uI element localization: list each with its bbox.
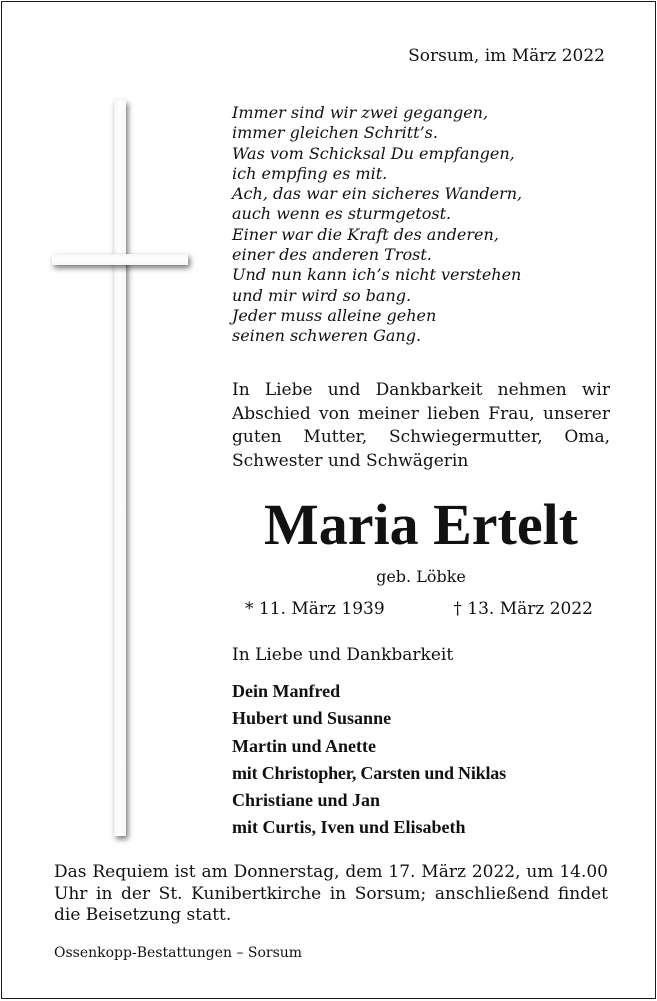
- mourner-line: mit Curtis, Iven und Elisabeth: [232, 817, 466, 838]
- cross-icon: [52, 100, 188, 836]
- mourner-line: Martin und Anette: [232, 735, 376, 756]
- poem-line: Ach, das war ein sicheres Wandern,: [232, 184, 523, 204]
- maiden-name: geb. Löbke: [376, 567, 466, 586]
- poem-line: Und nun kann ich’s nicht verstehen: [232, 265, 522, 285]
- poem-line: Jeder muss alleine gehen: [232, 305, 437, 325]
- cross-horizontal-bar: [52, 254, 188, 265]
- poem: [232, 103, 612, 347]
- deceased-name: Maria Ertelt: [263, 492, 578, 557]
- poem-line: Immer sind wir zwei gegangen,: [232, 103, 489, 122]
- poem-line: auch wenn es sturmgetost.: [232, 204, 452, 224]
- poem-line: einer des anderen Trost.: [232, 245, 432, 265]
- mourners-list: [232, 678, 632, 842]
- poem-line: Einer war die Kraft des anderen,: [232, 224, 499, 244]
- poem-line: Was vom Schicksal Du empfangen,: [232, 143, 515, 163]
- mourner-line: Dein Manfred: [232, 681, 341, 701]
- service-info: Das Requiem ist am Donnerstag, dem 17. März 2022, um 14.00 Uhr in der St. Kunibertkirche in Sorsum; anschließend findet die Beisetzung statt.: [54, 862, 608, 925]
- poem-line: ich empfing es mit.: [232, 163, 388, 183]
- undertaker: Ossenkopp-Bestattungen – Sorsum: [54, 945, 303, 961]
- poem-line: und mir wird so bang.: [232, 285, 412, 305]
- death-date: † 13. März 2022: [453, 599, 593, 619]
- mourner-line: Christiane und Jan: [232, 790, 381, 811]
- gratitude-line: In Liebe und Dankbarkeit: [232, 645, 454, 665]
- place-date: Sorsum, im März 2022: [408, 46, 605, 66]
- poem-line: seinen schweren Gang.: [232, 326, 422, 346]
- obituary-notice: [1, 1, 656, 999]
- poem-line: immer gleichen Schritt’s.: [232, 123, 438, 143]
- mourner-line: Hubert und Susanne: [232, 708, 392, 729]
- intro-text: In Liebe und Dankbarkeit nehmen wir Abschied von meiner lieben Frau, unserer guten Mutter, Schwiegermutter, Oma, Schwester und Schwägerin: [232, 380, 610, 471]
- mourner-line: mit Christopher, Carsten und Niklas: [232, 762, 506, 783]
- cross-vertical-bar: [114, 100, 126, 836]
- birth-date: * 11. März 1939: [245, 599, 385, 619]
